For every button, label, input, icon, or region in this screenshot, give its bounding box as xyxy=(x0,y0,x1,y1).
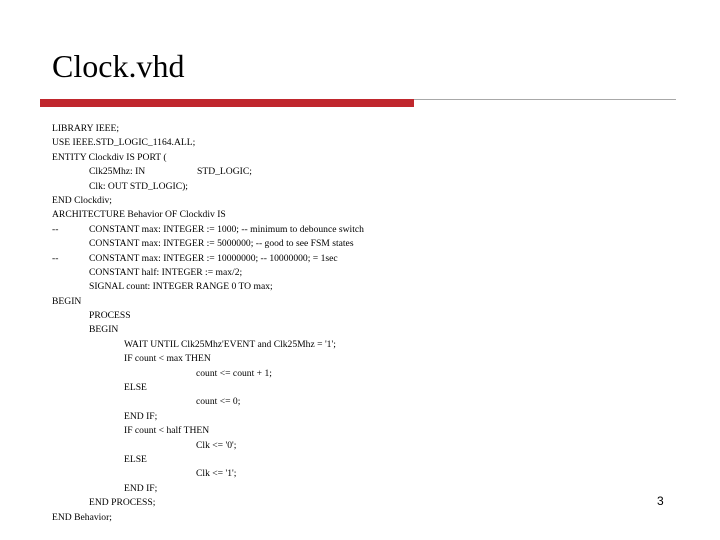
code-line-text: ARCHITECTURE Behavior OF Clockdiv IS xyxy=(52,209,226,221)
code-line-text: SIGNAL count: INTEGER RANGE 0 TO max; xyxy=(89,281,273,293)
code-line-continuation: CONSTANT max: INTEGER := 1000; -- minimum to debounce switch xyxy=(89,223,364,235)
code-line-text: END Behavior; xyxy=(52,511,112,523)
code-line-text: END IF; xyxy=(124,410,158,422)
code-line-text: LIBRARY IEEE; xyxy=(52,123,120,134)
code-line-text: -- xyxy=(52,252,59,264)
code-line-text: ENTITY Clockdiv IS PORT ( xyxy=(52,151,167,163)
title-divider-line xyxy=(414,99,676,100)
code-line-continuation: CONSTANT max: INTEGER := 10000000; -- 10000000; = 1sec xyxy=(89,252,338,264)
code-line-text: BEGIN xyxy=(52,295,82,307)
code-line-text: BEGIN xyxy=(89,324,119,336)
code-line-text: ELSE xyxy=(124,453,147,465)
code-line-text: ELSE xyxy=(124,382,147,394)
code-line-text: Clk <= '1'; xyxy=(196,468,237,480)
slide-title: Clock.vhd xyxy=(52,48,185,84)
code-line-text: CONSTANT max: INTEGER := 5000000; -- good to see FSM states xyxy=(89,238,354,250)
code-line-text: Clk25Mhz: IN xyxy=(89,166,146,178)
code-line-text: IF count < half THEN xyxy=(124,425,210,437)
title-accent-bar xyxy=(40,99,414,107)
code-line-text: -- xyxy=(52,223,59,235)
code-line-text: END IF; xyxy=(124,482,158,494)
code-line-text: USE IEEE.STD_LOGIC_1164.ALL; xyxy=(52,137,196,149)
code-line-text: count <= 0; xyxy=(196,396,241,408)
code-line-text: Clk <= '0'; xyxy=(196,439,237,451)
code-line-text: END PROCESS; xyxy=(89,497,156,509)
code-line-text: END Clockdiv; xyxy=(52,194,112,206)
code-line-text: count <= count + 1; xyxy=(196,367,272,379)
code-line-text: Clk: OUT STD_LOGIC); xyxy=(89,180,188,192)
code-line-text: CONSTANT half: INTEGER := max/2; xyxy=(89,266,243,278)
code-line-text: IF count < max THEN xyxy=(124,353,211,365)
code-line-continuation: STD_LOGIC; xyxy=(197,166,252,178)
code-line-text: WAIT UNTIL Clk25Mhz'EVENT and Clk25Mhz = '1'; xyxy=(124,338,336,350)
page-number: 3 xyxy=(657,494,664,508)
code-line-text: PROCESS xyxy=(89,310,131,322)
